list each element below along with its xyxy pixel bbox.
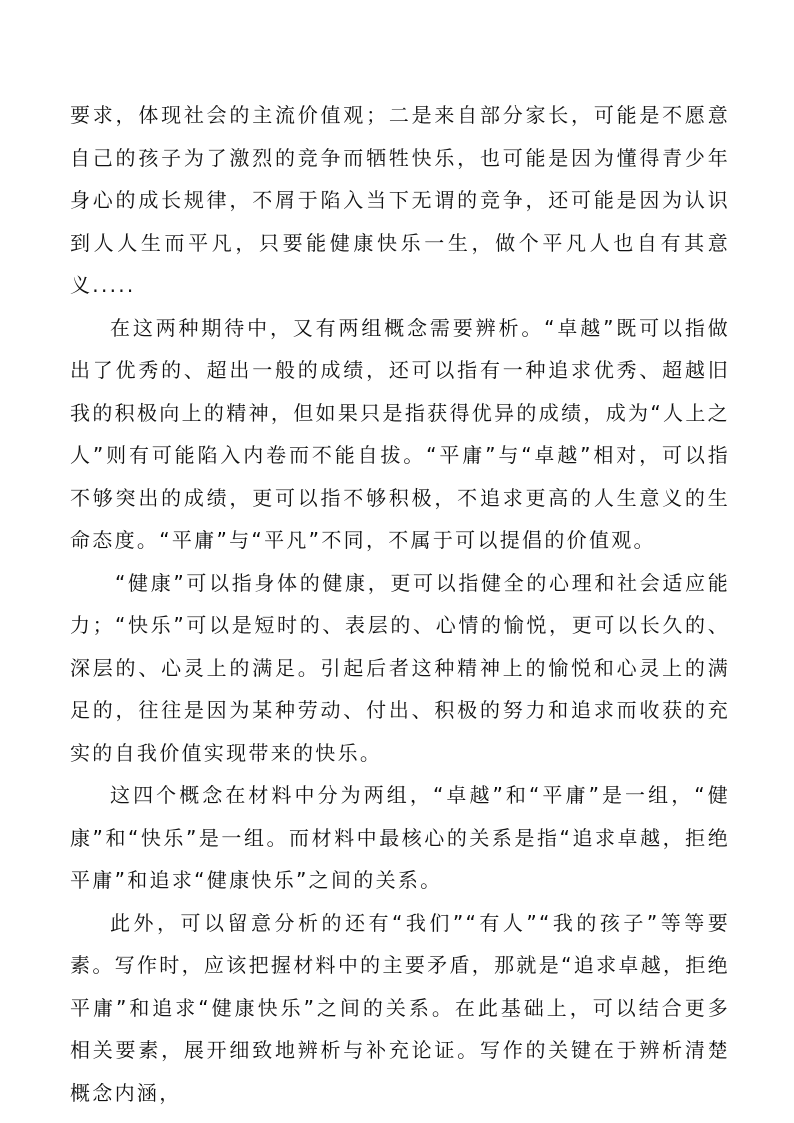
paragraph-four-concepts: 这四个概念在材料中分为两组，“卓越”和“平庸”是一组，“健康”和“快乐”是一组。而材料中最核心的关系是指“追求卓越，拒绝平庸”和追求“健康快乐”之间的关系。 [70, 783, 730, 892]
document-page [70, 94, 730, 1114]
paragraph-two-expectations: 在这两种期待中，又有两组概念需要辨析。“卓越”既可以指做出了优秀的、超出一般的成绩，还可以指有一种追求优秀、超越旧我的积极向上的精神，但如果只是指获得优异的成绩，成为“人上之人”则有可能陷入内卷而不能自拔。“平庸”与“卓越”相对，可以指不够突出的成绩，更可以指不够积极，不追求更高的人生意义的生命态度。“平庸”与“平凡”不同，不属于可以提倡的价值观。 [70, 315, 730, 552]
paragraph-writing-advice: 此外，可以留意分析的还有“我们”“有人”“我的孩子”等等要素。写作时，应该把握材料中的主要矛盾，那就是“追求卓越，拒绝平庸”和追求“健康快乐”之间的关系。在此基础上，可以结合更多相关要素，展开细致地辨析与补充论证。写作的关键在于辨析清楚概念内涵， [70, 910, 730, 1105]
paragraph-health-happiness: “健康”可以指身体的健康，更可以指健全的心理和社会适应能力；“快乐”可以是短时的、表层的、心情的愉悦，更可以长久的、深层的、心灵上的满足。引起后者这种精神上的愉悦和心灵上的满足的，往往是因为某种劳动、付出、积极的努力和追求而收获的充实的自我价值实现带来的快乐。 [70, 570, 730, 765]
paragraph-continued: 要求，体现社会的主流价值观；二是来自部分家长，可能是不愿意自己的孩子为了激烈的竞争而牺牲快乐，也可能是因为懂得青少年身心的成长规律，不屑于陷入当下无谓的竞争，还可能是因为认识到人人生而平凡，只要能健康快乐一生，做个平凡人也自有其意义..... [70, 103, 730, 297]
